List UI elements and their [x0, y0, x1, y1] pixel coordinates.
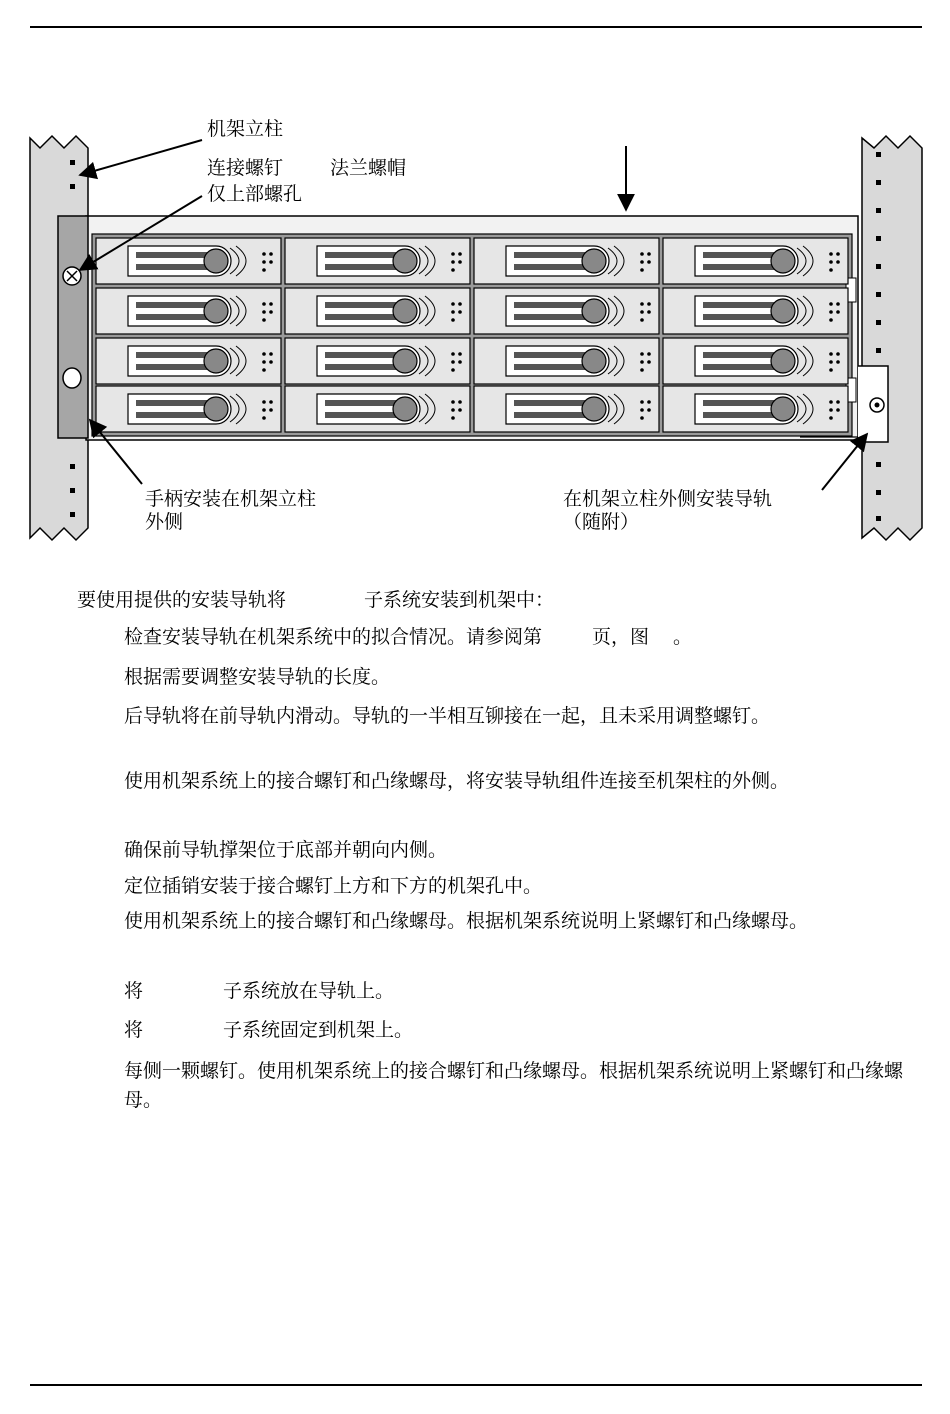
- intro-part1: 要使用提供的安装导轨将: [77, 589, 287, 611]
- intro-part2: 子系统安装到机架中：: [364, 589, 555, 611]
- step-1-text-a: 检查安装导轨在机架系统中的拟合情况。请参阅第: [124, 626, 543, 648]
- label-rail-line1: 在机架立柱外侧安装导轨: [563, 488, 773, 510]
- step-3: 后导轨将在前导轨内滑动。导轨的一半相互铆接在一起，且未采用调整螺钉。: [124, 705, 771, 727]
- step-1-text-c: 。: [673, 626, 693, 648]
- step-6: 定位插销安装于接合螺钉上方和下方的机架孔中。: [124, 875, 543, 897]
- step-8-text-b: 子系统放在导轨上。: [223, 980, 395, 1002]
- step-7: 使用机架系统上的接合螺钉和凸缘螺母。根据机架系统说明上紧螺钉和凸缘螺母。: [124, 910, 809, 932]
- step-1-text-b: 页，图: [592, 626, 650, 648]
- procedure-intro: [77, 588, 554, 612]
- step-9: [124, 1016, 914, 1045]
- header-rule: [30, 26, 922, 28]
- step-8-text-a: 将: [124, 980, 144, 1002]
- label-connect-screw: 连接螺钉: [207, 157, 284, 179]
- step-9-text-b: 子系统固定到机架上。: [223, 1019, 414, 1041]
- step-1: [124, 623, 914, 652]
- step-4: 使用机架系统上的接合螺钉和凸缘螺母，将安装导轨组件连接至机架柱的外侧。: [124, 770, 790, 792]
- step-8: [124, 977, 914, 1006]
- label-top-holes-only: 仅上部螺孔: [207, 183, 303, 205]
- label-handle-line1: 手柄安装在机架立柱: [145, 488, 317, 510]
- right-rack-post: [862, 136, 922, 540]
- label-rack-post: 机架立柱: [207, 118, 284, 140]
- label-rail-line2: （随附）: [563, 511, 640, 533]
- step-10: 每侧一颗螺钉。使用机架系统上的接合螺钉和凸缘螺母。根据机架系统说明上紧螺钉和凸缘螺母。: [124, 1060, 904, 1111]
- step-2: 根据需要调整安装导轨的长度。: [124, 666, 391, 688]
- step-9-text-a: 将: [124, 1019, 144, 1041]
- label-flange-nut: 法兰螺帽: [330, 157, 407, 179]
- rack-install-figure: [0, 100, 950, 560]
- step-5: 确保前导轨撑架位于底部并朝向内侧。: [124, 839, 448, 861]
- label-handle-line2: 外侧: [145, 511, 184, 533]
- footer-rule: [30, 1384, 922, 1386]
